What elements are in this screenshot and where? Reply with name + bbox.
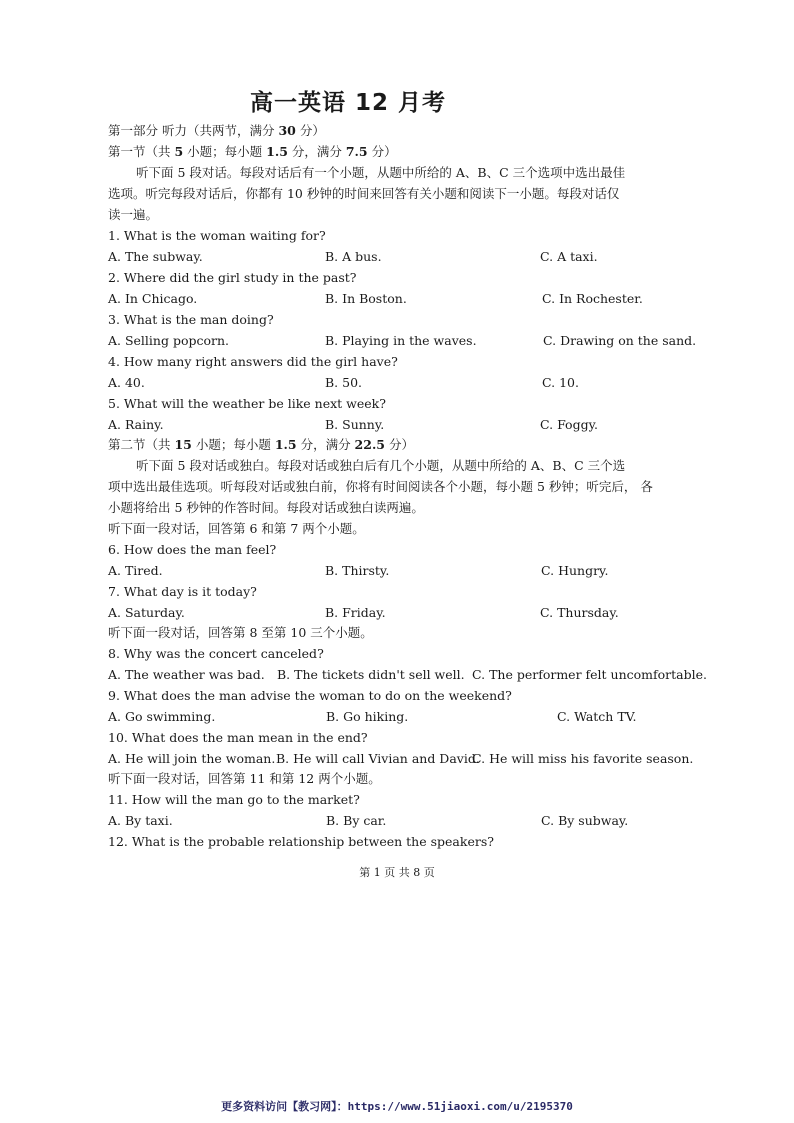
option-c: C. He will miss his favorite season. xyxy=(472,751,694,766)
option-b: B. Sunny. xyxy=(325,417,385,432)
option-c: C. Drawing on the sand. xyxy=(543,333,697,348)
question-11: 11. How will the man go to the market? xyxy=(108,792,360,807)
option-c: C. A taxi. xyxy=(540,249,598,264)
question-1: 1. What is the woman waiting for? xyxy=(108,228,326,243)
option-c: C. Thursday. xyxy=(540,605,619,620)
option-a: A. Rainy. xyxy=(108,417,164,432)
question-2: 2. Where did the girl study in the past? xyxy=(108,270,357,285)
option-b: B. A bus. xyxy=(325,249,382,264)
option-c: C. Foggy. xyxy=(540,417,598,432)
instruction-1-line-2: 选项。听完每段对话后，你都有 10 秒钟的时间来回答有关小题和阅读下一小题。每段对话仅 xyxy=(108,186,620,201)
option-a: A. The subway. xyxy=(108,249,203,264)
option-a: A. Tired. xyxy=(108,563,163,578)
option-c: C. The performer felt uncomfortable. xyxy=(472,667,707,682)
question-5: 5. What will the weather be like next week? xyxy=(108,396,386,411)
instruction-2-line-1: 听下面 5 段对话或独白。每段对话或独白后有几个小题，从题中所给的 A、B、C 三个选 xyxy=(136,458,626,473)
option-c: C. In Rochester. xyxy=(542,291,643,306)
page-number: 第 1 页 共 8 页 xyxy=(359,866,435,879)
dialogue-note-11-12: 听下面一段对话，回答第 11 和第 12 两个小题。 xyxy=(108,771,381,786)
option-c: C. By subway. xyxy=(541,813,629,828)
option-a: A. 40. xyxy=(108,375,145,390)
question-7: 7. What day is it today? xyxy=(108,584,257,599)
option-a: A. Saturday. xyxy=(108,605,185,620)
option-b: B. In Boston. xyxy=(325,291,407,306)
option-a: A. In Chicago. xyxy=(108,291,198,306)
option-b: B. Playing in the waves. xyxy=(325,333,477,348)
instruction-2-line-2: 项中选出最佳选项。听每段对话或独白前，你将有时间阅读各个小题，每小题 5 秒钟；听完后， 各 xyxy=(108,479,653,494)
dialogue-note-6-7: 听下面一段对话，回答第 6 和第 7 两个小题。 xyxy=(108,521,365,536)
option-a: A. By taxi. xyxy=(108,813,173,828)
option-b: B. Go hiking. xyxy=(326,709,409,724)
dialogue-note-8-10: 听下面一段对话，回答第 8 至第 10 三个小题。 xyxy=(108,625,373,640)
part1-heading: 第一部分 听力（共两节，满分 30 分） xyxy=(108,123,325,138)
option-a: A. The weather was bad. xyxy=(108,667,265,682)
instruction-1-line-1: 听下面 5 段对话。每段对话后有一个小题，从题中所给的 A、B、C 三个选项中选出最佳 xyxy=(136,165,626,180)
question-3: 3. What is the man doing? xyxy=(108,312,274,327)
question-6: 6. How does the man feel? xyxy=(108,542,277,557)
option-a: A. He will join the woman. xyxy=(108,751,276,766)
option-c: C. 10. xyxy=(542,375,579,390)
option-b: B. By car. xyxy=(326,813,387,828)
option-c: C. Hungry. xyxy=(541,563,609,578)
instruction-2-line-3: 小题将给出 5 秒钟的作答时间。每段对话或独白读两遍。 xyxy=(108,500,424,515)
option-b: B. Thirsty. xyxy=(325,563,390,578)
footer-link[interactable]: 更多资料访问【教习网】：https://www.51jiaoxi.com/u/2195370 xyxy=(221,1100,573,1113)
question-9: 9. What does the man advise the woman to do on the weekend? xyxy=(108,688,512,703)
option-a: A. Selling popcorn. xyxy=(108,333,230,348)
option-a: A. Go swimming. xyxy=(108,709,216,724)
question-4: 4. How many right answers did the girl have? xyxy=(108,354,398,369)
section1-heading: 第一节（共 5 小题；每小题 1.5 分，满分 7.5 分） xyxy=(108,144,397,159)
option-c: C. Watch TV. xyxy=(557,709,637,724)
question-10: 10. What does the man mean in the end? xyxy=(108,730,368,745)
option-b: B. He will call Vivian and David. xyxy=(276,751,480,766)
question-12: 12. What is the probable relationship between the speakers? xyxy=(108,834,494,849)
section2-heading: 第二节（共 15 小题；每小题 1.5 分，满分 22.5 分） xyxy=(108,437,414,452)
option-b: B. 50. xyxy=(325,375,363,390)
option-b: B. The tickets didn't sell well. xyxy=(277,667,465,682)
page-title: 高一英语 12 月考 xyxy=(250,90,447,116)
option-b: B. Friday. xyxy=(325,605,386,620)
instruction-1-line-3: 读一遍。 xyxy=(108,207,159,222)
question-8: 8. Why was the concert canceled? xyxy=(108,646,324,661)
